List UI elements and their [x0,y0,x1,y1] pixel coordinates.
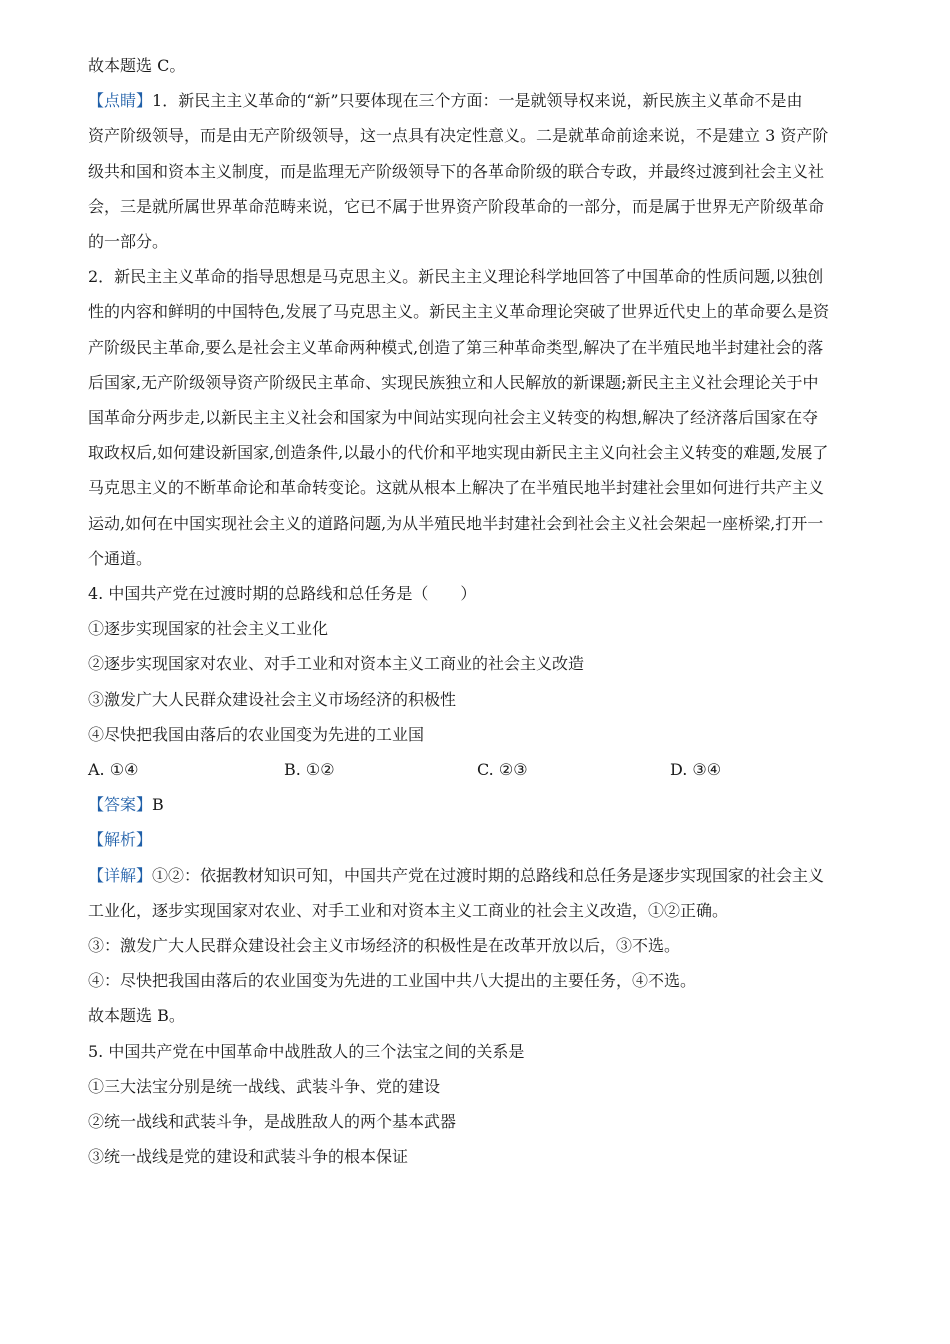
point2-line: 后国家,无产阶级领导资产阶级民主革命、实现民族独立和人民解放的新课题;新民主主义社会理论关于中 [88,372,819,392]
detail-line: ④：尽快把我国由落后的农业国变为先进的工业国中共八大提出的主要任务，④不选。 [88,971,697,991]
analysis-tag: 【解析】 [88,830,153,850]
comment-line: 的一部分。 [88,232,169,252]
question-item: ②统一战线和武装斗争，是战胜敌人的两个基本武器 [88,1112,457,1132]
option-a: A. ①④ [88,760,139,780]
point2-line: 个通道。 [88,548,153,568]
prev-conclusion: 故本题选 C。 [88,56,186,75]
comment-line [88,83,866,118]
comment-tag: 【点睛】 [88,91,153,111]
comment-line: 级共和国和资本主义制度，而是监理无产阶级领导下的各革命阶级的联合专政，并最终过渡到社会主义社 [88,161,825,181]
point2-line: 国革命分两步走,以新民主主义社会和国家为中间站实现向社会主义转变的构想,解决了经济落后国家在夺 [88,408,819,428]
point2-line: 2．新民主主义革命的指导思想是马克思主义。新民主主义理论科学地回答了中国革命的性质问题,以独创 [88,267,824,287]
option-b: B. ①② [284,760,335,780]
conclusion-line: 故本题选 B。 [88,1006,185,1026]
question-item: ①逐步实现国家的社会主义工业化 [88,619,329,639]
question-item: ②逐步实现国家对农业、对手工业和对资本主义工商业的社会主义改造 [88,654,585,674]
question-item: ③激发广大人民群众建设社会主义市场经济的积极性 [88,689,457,709]
point2-line: 取政权后,如何建设新国家,创造条件,以最小的代价和平地实现由新民主主义向社会主义转变的难题,发展了 [88,443,829,463]
point2-line: 马克思主义的不断革命论和革命转变论。这就从根本上解决了在半殖民地半封建社会里如何进行共产主义 [88,478,825,498]
comment-line: 资产阶级领导，而是由无产阶级领导，这一点具有决定性意义。二是就革命前途来说，不是建立 3 资产阶 [88,126,829,146]
point2-line: 运动,如何在中国实现社会主义的道路问题,为从半殖民地半封建社会到社会主义社会架起一座桥梁,打开一 [88,513,824,533]
question-stem: 5. 中国共产党在中国革命中战胜敌人的三个法宝之间的关系是 [88,1041,525,1061]
comment-line: 会，三是就所属世界革命范畴来说，它已不属于世界资产阶段革命的一部分，而是属于世界无产阶级革命 [88,196,825,216]
question-5 [88,1034,866,1175]
document-page [88,48,866,1175]
point2-line: 产阶级民主革命,要么是社会主义革命两种模式,创造了第三种革命类型,解决了在半殖民地半封建社会的落 [88,337,824,357]
question-4 [88,576,866,1034]
question-item: ④尽快把我国由落后的农业国变为先进的工业国 [88,724,425,744]
answer-options [88,752,866,787]
question-item: ①三大法宝分别是统一战线、武装斗争、党的建设 [88,1076,441,1096]
detail-line [88,858,866,893]
detail-text: ①②：依据教材知识可知，中国共产党在过渡时期的总路线和总任务是逐步实现国家的社会主义 [152,865,825,885]
detail-line: 工业化，逐步实现国家对农业、对手工业和对资本主义工商业的社会主义改造，①②正确。 [88,900,729,920]
question-item: ③统一战线是党的建设和武装斗争的根本保证 [88,1147,409,1167]
point2-line: 性的内容和鲜明的中国特色,发展了马克思主义。新民主主义革命理论突破了世界近代史上的革命要么是资 [88,302,830,322]
answer-value: B [152,795,164,815]
detail-line: ③：激发广大人民群众建设社会主义市场经济的积极性是在改革开放以后，③不选。 [88,936,681,956]
answer-line [88,787,866,822]
option-c: C. ②③ [477,760,528,780]
point2-block [88,259,866,576]
option-d: D. ③④ [670,760,722,780]
analysis-line [88,822,866,857]
comment-block [88,83,866,259]
question-stem: 4. 中国共产党在过渡时期的总路线和总任务是（ ） [88,584,477,604]
answer-tag: 【答案】 [88,795,153,815]
detail-tag: 【详解】 [88,865,153,885]
comment-text: 1．新民主主义革命的“新”只要体现在三个方面：一是就领导权来说，新民族主义革命不是由 [152,91,803,111]
